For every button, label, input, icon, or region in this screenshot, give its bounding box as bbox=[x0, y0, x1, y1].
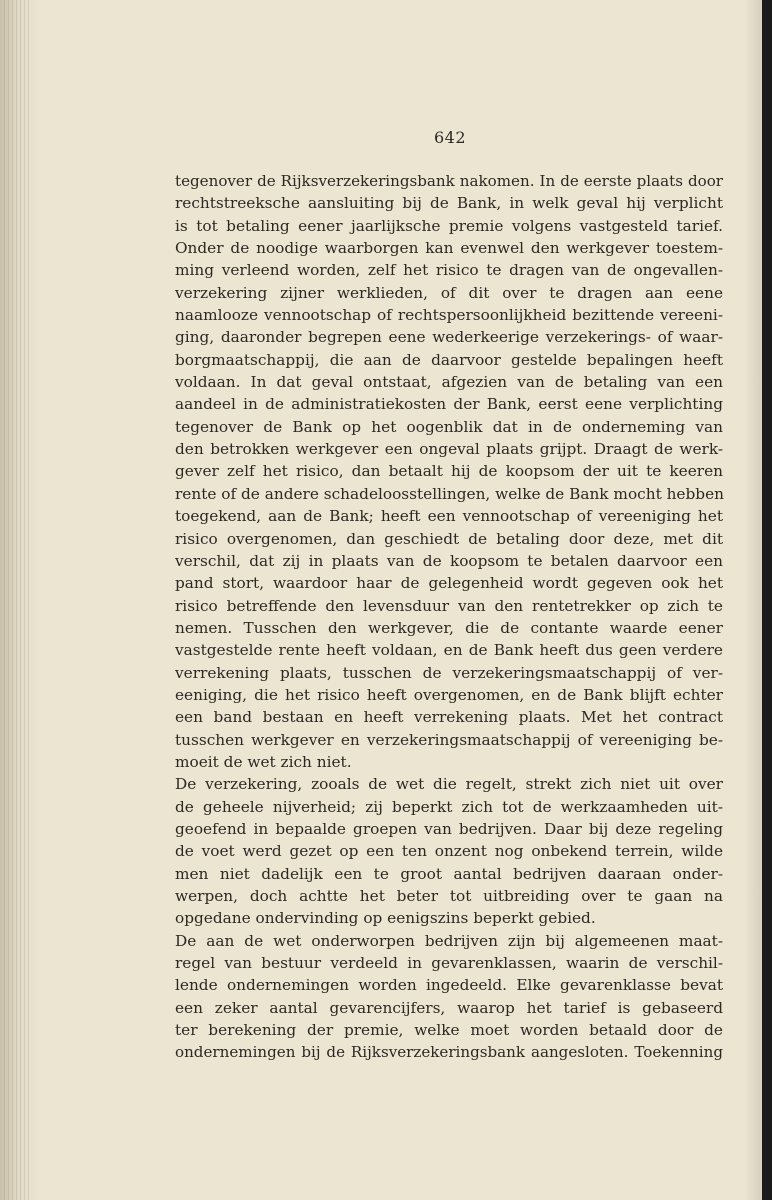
text-line: regel van bestuur verdeeld in gevarenklassen, waarin de verschil- bbox=[175, 954, 723, 973]
text-line: den betrokken werkgever een ongeval plaats grijpt. Draagt de werk- bbox=[175, 440, 723, 459]
text-line: pand stort, waardoor haar de gelegenheid wordt gegeven ook het bbox=[175, 574, 723, 593]
text-line: een band bestaan en heeft verrekening plaats. Met het contract bbox=[175, 708, 723, 727]
page-edge-shadow bbox=[744, 0, 762, 1200]
text-line: ondernemingen bij de Rijksverzekeringsbank aangesloten. Toekenning bbox=[175, 1043, 723, 1062]
text-line: rente of de andere schadeloosstellingen, welke de Bank mocht hebben bbox=[175, 484, 724, 503]
text-line: geoefend in bepaalde groepen van bedrijven. Daar bij deze regeling bbox=[175, 819, 723, 838]
text-line: de voet werd gezet op een ten onzent nog onbekend terrein, wilde bbox=[175, 842, 723, 861]
text-line: risico betreffende den levensduur van den rentetrekker op zich te bbox=[175, 596, 723, 615]
text-line: verschil, dat zij in plaats van de koopsom te betalen daarvoor een bbox=[175, 551, 723, 570]
text-line: toegekend, aan de Bank; heeft een vennootschap of vereeniging het bbox=[175, 507, 723, 526]
text-line: naamlooze vennootschap of rechtspersoonlijkheid bezittende vereeni- bbox=[175, 306, 723, 325]
text-line: voldaan. In dat geval ontstaat, afgezien van de betaling van een bbox=[175, 373, 723, 392]
text-line: De aan de wet onderworpen bedrijven zijn bij algemeenen maat- bbox=[175, 931, 723, 950]
text-line: gever zelf het risico, dan betaalt hij de koopsom der uit te keeren bbox=[175, 462, 723, 481]
scan-border bbox=[762, 0, 772, 1200]
text-line: borgmaatschappij, die aan de daarvoor gestelde bepalingen heeft bbox=[175, 350, 723, 369]
text-line: De verzekering, zooals de wet die regelt, strekt zich niet uit over bbox=[175, 775, 723, 794]
text-line: lende ondernemingen worden ingedeeld. Elke gevarenklasse bevat bbox=[175, 976, 723, 995]
text-line: risico overgenomen, dan geschiedt de betaling door deze, met dit bbox=[175, 529, 723, 548]
text-line: men niet dadelijk een te groot aantal bedrijven daaraan onder- bbox=[175, 864, 723, 883]
text-line: tegenover de Bank op het oogenblik dat in de onderneming van bbox=[175, 417, 723, 436]
page-gutter bbox=[0, 0, 42, 1200]
text-line: ter berekening der premie, welke moet worden betaald door de bbox=[175, 1021, 723, 1040]
text-line: vastgestelde rente heeft voldaan, en de Bank heeft dus geen verdere bbox=[175, 641, 723, 660]
text-line: eeniging, die het risico heeft overgenomen, en de Bank blijft echter bbox=[175, 685, 723, 704]
text-line: ming verleend worden, zelf het risico te dragen van de ongevallen- bbox=[175, 261, 723, 280]
text-line: aandeel in de administratiekosten der Bank, eerst eene verplichting bbox=[175, 395, 723, 414]
text-line: rechtstreeksche aansluiting bij de Bank, in welk geval hij verplicht bbox=[175, 194, 723, 213]
body-text bbox=[175, 170, 723, 1064]
text-line: werpen, doch achtte het beter tot uitbreiding over te gaan na bbox=[175, 887, 723, 905]
text-line: tegenover de Rijksverzekeringsbank nakomen. In de eerste plaats door bbox=[175, 172, 723, 190]
page-number: 642 bbox=[433, 128, 467, 147]
text-line: moeit de wet zich niet. bbox=[175, 752, 352, 771]
binding-edge bbox=[4, 0, 30, 1200]
text-line: opgedane ondervinding op eenigszins beperkt gebied. bbox=[175, 909, 596, 928]
text-line: nemen. Tusschen den werkgever, die de contante waarde eener bbox=[175, 618, 723, 637]
text-line: Onder de noodige waarborgen kan evenwel den werkgever toestem- bbox=[175, 239, 723, 258]
text-line: is tot betaling eener jaarlijksche premie volgens vastgesteld tarief. bbox=[175, 216, 723, 235]
text-line: tusschen werkgever en verzekeringsmaatschappij of vereeniging be- bbox=[175, 730, 723, 749]
text-line: verzekering zijner werklieden, of dit over te dragen aan eene bbox=[175, 283, 723, 302]
text-line: een zeker aantal gevarencijfers, waarop het tarief is gebaseerd bbox=[175, 998, 723, 1017]
text-line: verrekening plaats, tusschen de verzekeringsmaatschappij of ver- bbox=[175, 663, 723, 682]
text-line: de geheele nijverheid; zij beperkt zich tot de werkzaamheden uit- bbox=[175, 797, 723, 816]
text-line: ging, daaronder begrepen eene wederkeerige verzekerings- of waar- bbox=[175, 328, 723, 347]
